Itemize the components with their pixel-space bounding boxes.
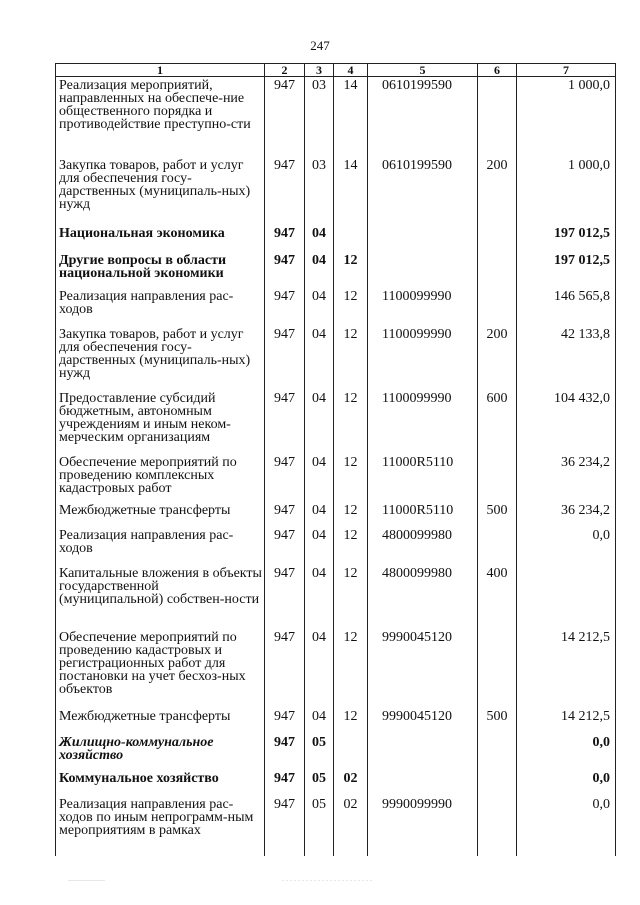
cell-name: Реализация мероприятий, направленных на обеспече-ние общественного порядка и противодействие преступно-сти [56, 77, 265, 157]
header-col-5: 5 [368, 64, 478, 77]
header-col-2: 2 [265, 64, 305, 77]
table-row [56, 157, 616, 225]
cell-ministry: 947 [265, 390, 305, 454]
cell-section: 04 [305, 565, 334, 629]
cell-amount: 14 212,5 [517, 629, 616, 708]
table-row [56, 288, 616, 326]
cell-name: Реализация направления рас-ходов [56, 527, 265, 565]
cell-target-article [368, 252, 478, 288]
header-col-3: 3 [305, 64, 334, 77]
cell-expense-type [478, 288, 517, 326]
cell-name: Жилищно-коммунальное хозяйство [56, 734, 265, 770]
cell-expense-type: 500 [478, 708, 517, 734]
cell-section: 04 [305, 252, 334, 288]
cell-target-article: 1100099990 [368, 326, 478, 390]
cell-section: 05 [305, 734, 334, 770]
cell-expense-type [478, 629, 517, 708]
cell-ministry: 947 [265, 77, 305, 157]
cell-section: 04 [305, 527, 334, 565]
cell-amount: 14 212,5 [517, 708, 616, 734]
cell-amount: 146 565,8 [517, 288, 616, 326]
cell-subsection: 12 [334, 565, 368, 629]
cell-amount: 0,0 [517, 734, 616, 770]
cell-ministry: 947 [265, 326, 305, 390]
page-number: 247 [310, 38, 330, 53]
cell-expense-type [478, 527, 517, 565]
cell-subsection: 14 [334, 77, 368, 157]
cell-amount: 197 012,5 [517, 252, 616, 288]
cell-expense-type [478, 454, 517, 502]
cell-amount: 36 234,2 [517, 502, 616, 527]
cell-subsection: 12 [334, 527, 368, 565]
cell-ministry: 947 [265, 796, 305, 856]
cell-section: 05 [305, 770, 334, 796]
cell-target-article: 4800099980 [368, 527, 478, 565]
cell-subsection: 12 [334, 326, 368, 390]
cell-subsection: 14 [334, 157, 368, 225]
cell-expense-type: 500 [478, 502, 517, 527]
table-row [56, 734, 616, 770]
table-row [56, 770, 616, 796]
cell-target-article: 9990045120 [368, 629, 478, 708]
cell-expense-type: 600 [478, 390, 517, 454]
cell-amount: 0,0 [517, 770, 616, 796]
cell-target-article: 1100099990 [368, 390, 478, 454]
cell-amount: 1 000,0 [517, 157, 616, 225]
cell-name: Закупка товаров, работ и услуг для обеспечения госу-дарственных (муниципаль-ных) нужд [56, 157, 265, 225]
cell-section: 03 [305, 77, 334, 157]
table-row [56, 77, 616, 157]
cell-ministry: 947 [265, 225, 305, 252]
cell-amount: 42 133,8 [517, 326, 616, 390]
cell-ministry: 947 [265, 770, 305, 796]
header-col-7: 7 [517, 64, 616, 77]
cell-section: 04 [305, 454, 334, 502]
cell-amount: 104 432,0 [517, 390, 616, 454]
scan-artifact-line [0, 880, 640, 881]
cell-target-article: 4800099980 [368, 565, 478, 629]
cell-ministry: 947 [265, 288, 305, 326]
cell-ministry: 947 [265, 157, 305, 225]
cell-ministry: 947 [265, 734, 305, 770]
cell-subsection: 12 [334, 288, 368, 326]
cell-name: Межбюджетные трансферты [56, 708, 265, 734]
cell-subsection: 12 [334, 502, 368, 527]
cell-amount: 36 234,2 [517, 454, 616, 502]
cell-name: Обеспечение мероприятий по проведению кадастровых и регистрационных работ для постановки на учет бесхоз-ных объектов [56, 629, 265, 708]
cell-expense-type [478, 77, 517, 157]
cell-name: Обеспечение мероприятий по проведению комплексных кадастровых работ [56, 454, 265, 502]
table-row [56, 390, 616, 454]
table-row [56, 629, 616, 708]
cell-target-article [368, 770, 478, 796]
cell-target-article: 0610199590 [368, 77, 478, 157]
header-col-1: 1 [56, 64, 265, 77]
cell-expense-type [478, 252, 517, 288]
cell-amount: 0,0 [517, 796, 616, 856]
cell-amount [517, 565, 616, 629]
cell-amount: 1 000,0 [517, 77, 616, 157]
cell-expense-type: 200 [478, 326, 517, 390]
table-row [56, 708, 616, 734]
cell-name: Реализация направления рас-ходов по иным непрограмм-ным мероприятиям в рамках [56, 796, 265, 856]
table-row [56, 796, 616, 856]
cell-section: 05 [305, 796, 334, 856]
cell-name: Предоставление субсидий бюджетным, автономным учреждениям и иным неком-мерческим организациям [56, 390, 265, 454]
cell-ministry: 947 [265, 708, 305, 734]
header-col-4: 4 [334, 64, 368, 77]
cell-expense-type [478, 734, 517, 770]
cell-amount: 197 012,5 [517, 225, 616, 252]
cell-expense-type: 400 [478, 565, 517, 629]
cell-subsection [334, 734, 368, 770]
cell-name: Межбюджетные трансферты [56, 502, 265, 527]
cell-name: Национальная экономика [56, 225, 265, 252]
cell-ministry: 947 [265, 454, 305, 502]
cell-section: 04 [305, 225, 334, 252]
cell-target-article [368, 225, 478, 252]
cell-subsection: 02 [334, 796, 368, 856]
table-row [56, 454, 616, 502]
cell-name: Реализация направления рас-ходов [56, 288, 265, 326]
table-row [56, 527, 616, 565]
cell-target-article [368, 734, 478, 770]
cell-target-article: 0610199590 [368, 157, 478, 225]
table-row [56, 252, 616, 288]
cell-ministry: 947 [265, 502, 305, 527]
cell-amount: 0,0 [517, 527, 616, 565]
cell-target-article: 9990045120 [368, 708, 478, 734]
cell-expense-type [478, 225, 517, 252]
cell-section: 04 [305, 629, 334, 708]
table-row [56, 502, 616, 527]
cell-ministry: 947 [265, 252, 305, 288]
cell-expense-type [478, 770, 517, 796]
cell-section: 04 [305, 288, 334, 326]
table-row [56, 225, 616, 252]
cell-name: Закупка товаров, работ и услуг для обеспечения госу-дарственных (муниципаль-ных) нужд [56, 326, 265, 390]
cell-section: 04 [305, 390, 334, 454]
cell-target-article: 1100099990 [368, 288, 478, 326]
cell-expense-type [478, 796, 517, 856]
cell-target-article: 11000R5110 [368, 502, 478, 527]
cell-subsection: 12 [334, 708, 368, 734]
budget-table [55, 63, 616, 856]
cell-subsection: 02 [334, 770, 368, 796]
header-col-6: 6 [478, 64, 517, 77]
cell-name: Коммунальное хозяйство [56, 770, 265, 796]
cell-name: Другие вопросы в области национальной экономики [56, 252, 265, 288]
cell-target-article: 9990099990 [368, 796, 478, 856]
cell-ministry: 947 [265, 527, 305, 565]
table-row [56, 565, 616, 629]
cell-target-article: 11000R5110 [368, 454, 478, 502]
cell-section: 04 [305, 326, 334, 390]
cell-subsection [334, 225, 368, 252]
cell-section: 03 [305, 157, 334, 225]
cell-expense-type: 200 [478, 157, 517, 225]
cell-name: Капитальные вложения в объекты государственной (муниципальной) собствен-ности [56, 565, 265, 629]
header-row [56, 64, 616, 77]
cell-subsection: 12 [334, 629, 368, 708]
cell-subsection: 12 [334, 390, 368, 454]
table-body [56, 77, 616, 856]
cell-section: 04 [305, 502, 334, 527]
cell-ministry: 947 [265, 565, 305, 629]
cell-subsection: 12 [334, 454, 368, 502]
table-row [56, 326, 616, 390]
cell-ministry: 947 [265, 629, 305, 708]
cell-section: 04 [305, 708, 334, 734]
cell-subsection: 12 [334, 252, 368, 288]
